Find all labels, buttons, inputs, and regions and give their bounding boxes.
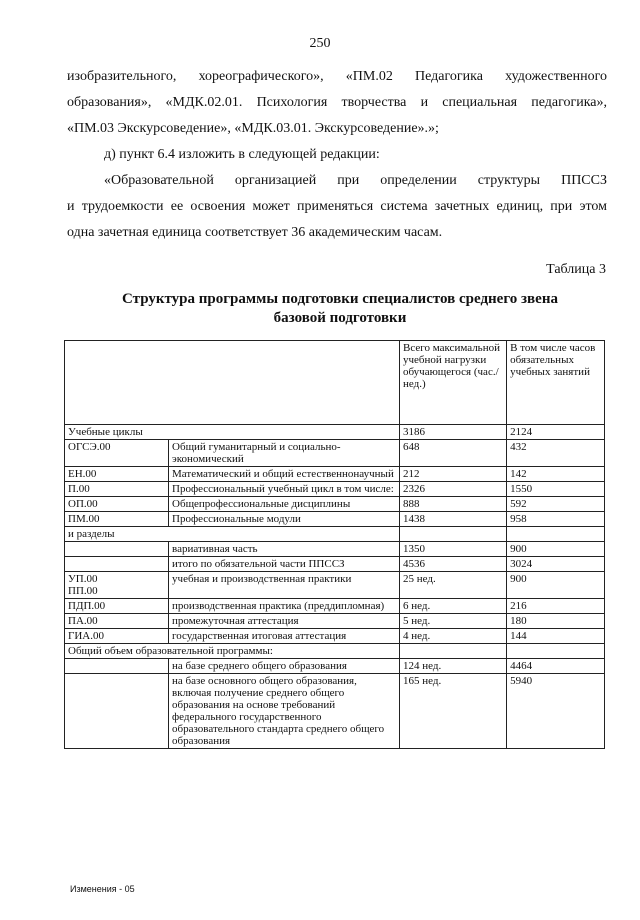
paragraph-3-line: и трудоемкости ее освоения может применяться система зачетных единиц, при этом [67,199,607,214]
table-row [65,467,605,482]
table-cell-total [400,644,507,659]
table-cell-total: 212 [400,467,507,482]
table-cell-mandatory [507,527,605,542]
table-cell-code [65,674,169,749]
table-row [65,512,605,527]
table-cell-mandatory: 180 [507,614,605,629]
table-cell-mandatory: 900 [507,542,605,557]
table-cell-total: 6 нед. [400,599,507,614]
table-cell-name: на базе основного общего образования, включая получение среднего общего образования на основе требований федерального государственного образовательного стандарта среднего общего образования [169,674,400,749]
table-cell-name: промежуточная аттестация [169,614,400,629]
table-header-row [65,341,605,425]
table-cell-name: Профессиональный учебный цикл в том числе: [169,482,400,497]
table-cell-total: 888 [400,497,507,512]
table-cell-name: Профессиональные модули [169,512,400,527]
table-cell-total: 4536 [400,557,507,572]
table-cell-total: 25 нед. [400,572,507,599]
table-cell-mandatory [507,644,605,659]
table-cell-mandatory: 4464 [507,659,605,674]
paragraph-1-line: образования», «МДК.02.01. Психология творчества и специальная педагогика», [67,95,607,110]
table-cell-mandatory: 432 [507,440,605,467]
table-header-empty-cell [65,341,400,425]
table-cell-total: 1438 [400,512,507,527]
table-cell-code [65,659,169,674]
table-cell-name: Математический и общий естественнонаучный [169,467,400,482]
table-cell-code: ГИА.00 [65,629,169,644]
paragraph-3-line: одна зачетная единица соответствует 36 академическим часам. [67,225,443,240]
table-title-line: Структура программы подготовки специалистов среднего звена [122,291,558,307]
page-number: 250 [309,36,331,51]
table-cell-name: на базе среднего общего образования [169,659,400,674]
table-cell-code: П.00 [65,482,169,497]
paragraph-1-line: изобразительного, хореографического», «ПМ.02 Педагогика художественного [67,69,607,84]
table-cell-code: ПДП.00 [65,599,169,614]
table-row [65,674,605,749]
table-cell-total: 124 нед. [400,659,507,674]
table-cell-total: 5 нед. [400,614,507,629]
table-cell-code: ПА.00 [65,614,169,629]
table-row [65,425,605,440]
table-cell-total: 3186 [400,425,507,440]
table-row [65,527,605,542]
table-row [65,599,605,614]
table-cell-section: Общий объем образовательной программы: [65,644,400,659]
table-cell-name: Общепрофессиональные дисциплины [169,497,400,512]
table-row [65,542,605,557]
table-cell-code: ОП.00 [65,497,169,512]
table-cell-total: 165 нед. [400,674,507,749]
table-row [65,644,605,659]
table-row [65,659,605,674]
table-row [65,497,605,512]
table-cell-name: государственная итоговая аттестация [169,629,400,644]
table-cell-mandatory: 5940 [507,674,605,749]
table-cell-section: и разделы [65,527,400,542]
paragraph-1 [67,64,607,142]
table-row [65,614,605,629]
table-cell-total: 648 [400,440,507,467]
table-header-mandatory: В том числе часов обязательных учебных занятий [507,341,605,425]
table-cell-mandatory: 1550 [507,482,605,497]
table-cell-mandatory: 3024 [507,557,605,572]
table-cell-total: 1350 [400,542,507,557]
table-row [65,629,605,644]
table-cell-name: Общий гуманитарный и социально-экономический [169,440,400,467]
table-cell-code: ПМ.00 [65,512,169,527]
footer-note: Изменения - 05 [70,884,135,894]
paragraph-1-line: «ПМ.03 Экскурсоведение», «МДК.03.01. Экскурсоведение».»; [67,121,439,136]
table-cell-code [65,557,169,572]
table-cell-mandatory: 216 [507,599,605,614]
table-row [65,572,605,599]
table-title [60,290,620,328]
table-title-line: базовой подготовки [273,310,407,326]
table-row [65,440,605,467]
table-cell-mandatory: 2124 [507,425,605,440]
table-cell-section: Учебные циклы [65,425,400,440]
table-cell-mandatory: 144 [507,629,605,644]
paragraph-3 [67,168,607,246]
table-cell-mandatory: 592 [507,497,605,512]
paragraph-2: д) пункт 6.4 изложить в следующей редакции: [104,147,380,162]
table-cell-code: ЕН.00 [65,467,169,482]
table-cell-total: 2326 [400,482,507,497]
table-row [65,482,605,497]
table-cell-name: производственная практика (преддипломная) [169,599,400,614]
table-cell-mandatory: 958 [507,512,605,527]
table-row [65,557,605,572]
table-cell-code: УП.00 ПП.00 [65,572,169,599]
table-cell-total: 4 нед. [400,629,507,644]
table-cell-mandatory: 142 [507,467,605,482]
structure-table [64,340,605,749]
table-cell-total [400,527,507,542]
table-cell-name: учебная и производственная практики [169,572,400,599]
table-caption: Таблица 3 [546,262,606,277]
paragraph-3-line: «Образовательной организацией при определении структуры ППССЗ [104,173,607,188]
table-cell-name: вариативная часть [169,542,400,557]
table-cell-code: ОГСЭ.00 [65,440,169,467]
table-header-total-load: Всего максимальной учебной нагрузки обучающегося (час./нед.) [400,341,507,425]
table-cell-name: итого по обязательной части ППССЗ [169,557,400,572]
table-cell-mandatory: 900 [507,572,605,599]
table-cell-code [65,542,169,557]
